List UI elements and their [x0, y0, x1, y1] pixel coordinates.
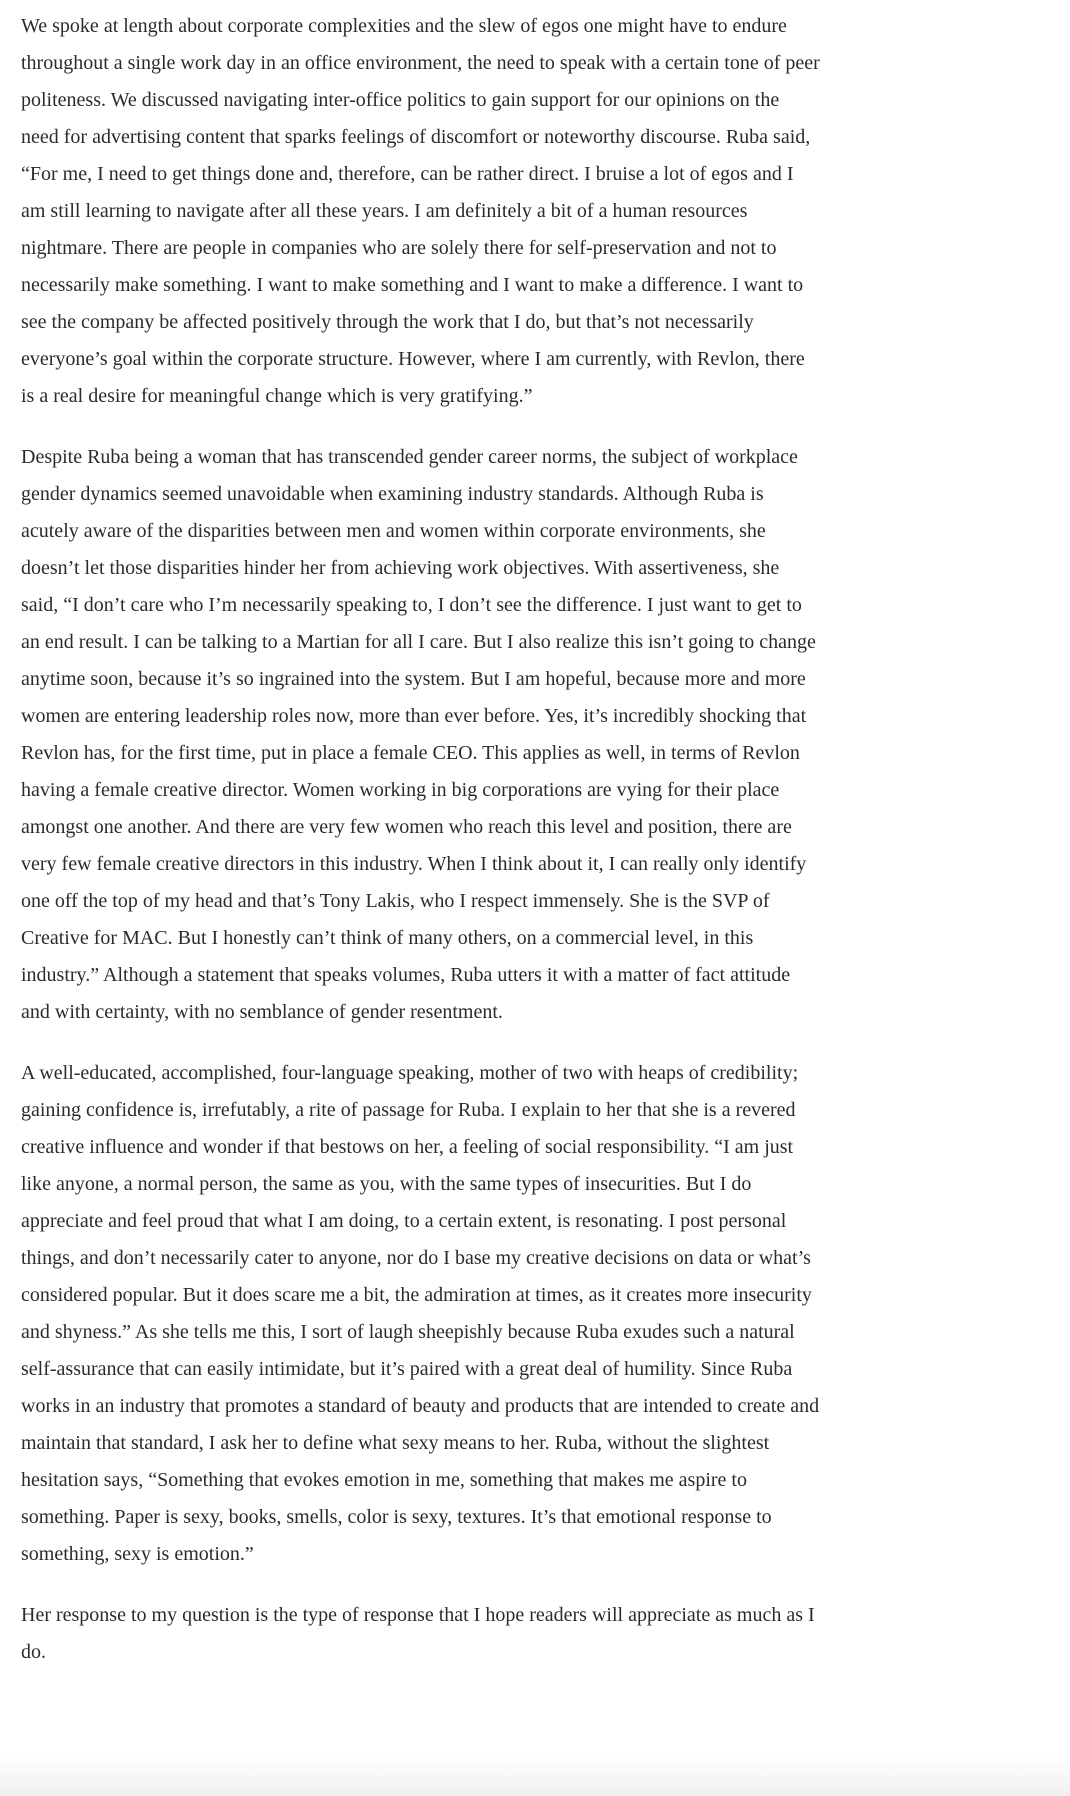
article-body: [21, 8, 821, 1695]
paragraph-gender-dynamics: Despite Ruba being a woman that has transcended gender career norms, the subject of workplace gender dynamics seemed unavoidable when examining industry standards. Although Ruba is acutely aware of the disparities between men and women within corporate environments, she doesn’t let those disparities hinder her from achieving work objectives. With assertiveness, she said, “I don’t care who I’m necessarily speaking to, I don’t see the difference. I just want to get to an end result. I can be talking to a Martian for all I care. But I also realize this isn’t going to change anytime soon, because it’s so ingrained into the system. But I am hopeful, because more and more women are entering leadership roles now, more than ever before. Yes, it’s incredibly shocking that Revlon has, for the first time, put in place a female CEO. This applies as well, in terms of Revlon having a female creative director. Women working in big corporations are vying for their place amongst one another. And there are very few women who reach this level and position, there are very few female creative directors in this industry. When I think about it, I can really only identify one off the top of my head and that’s Tony Lakis, who I respect immensely. She is the SVP of Creative for MAC. But I honestly can’t think of many others, on a commercial level, in this industry.” Although a statement that speaks volumes, Ruba utters it with a matter of fact attitude and with certainty, with no semblance of gender resentment.: [21, 446, 816, 1023]
paragraph-closing: Her response to my question is the type of response that I hope readers will appreciate as much as I do.: [21, 1604, 815, 1663]
paragraph-confidence-and-sexy: A well-educated, accomplished, four-language speaking, mother of two with heaps of credibility; gaining confidence is, irrefutably, a rite of passage for Ruba. I explain to her that she is a revered creative influence and wonder if that bestows on her, a feeling of social responsibility. “I am just like anyone, a normal person, the same as you, with the same types of insecurities. But I do appreciate and feel proud that what I am doing, to a certain extent, is resonating. I post personal things, and don’t necessarily cater to anyone, nor do I base my creative decisions on data or what’s considered popular. But it does scare me a bit, the admiration at times, as it creates more insecurity and shyness.” As she tells me this, I sort of laugh sheepishly because Ruba exudes such a natural self-assurance that can easily intimidate, but it’s paired with a great deal of humility. Since Ruba works in an industry that promotes a standard of beauty and products that are intended to create and maintain that standard, I ask her to define what sexy means to her. Ruba, without the slightest hesitation says, “Something that evokes emotion in me, something that makes me aspire to something. Paper is sexy, books, smells, color is sexy, textures. It’s that emotional response to something, sexy is emotion.”: [21, 1062, 820, 1565]
paragraph-corporate-complexities: We spoke at length about corporate complexities and the slew of egos one might have to endure throughout a single work day in an office environment, the need to speak with a certain tone of peer politeness. We discussed navigating inter-office politics to gain support for our opinions on the need for advertising content that sparks feelings of discomfort or noteworthy discourse. Ruba said, “For me, I need to get things done and, therefore, can be rather direct. I bruise a lot of egos and I am still learning to navigate after all these years. I am definitely a bit of a human resources nightmare. There are people in companies who are solely there for self-preservation and not to necessarily make something. I want to make something and I want to make a difference. I want to see the company be affected positively through the work that I do, but that’s not necessarily everyone’s goal within the corporate structure. However, where I am currently, with Revlon, there is a real desire for meaningful change which is very gratifying.”: [21, 15, 820, 407]
bottom-fade-overlay: [0, 1756, 1070, 1796]
